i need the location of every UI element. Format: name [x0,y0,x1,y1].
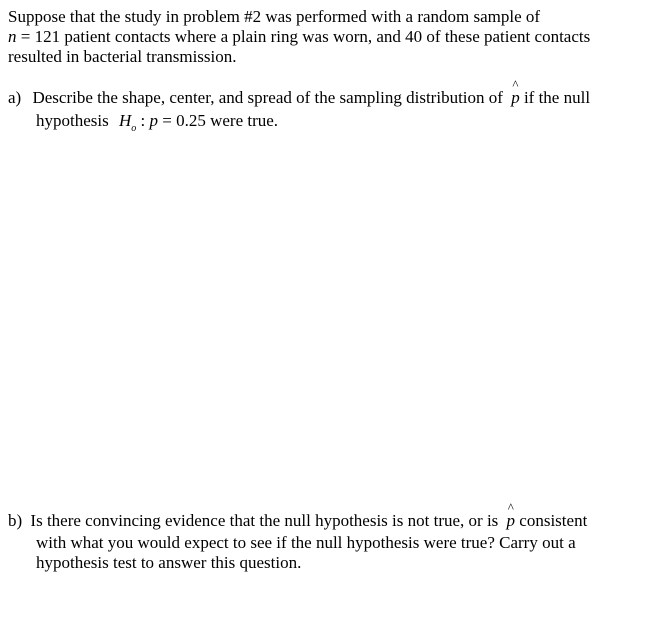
question-a-line-1 [8,77,591,108]
intro-line-1-text: Suppose that the study in problem #2 was performed with a random sample of [8,7,541,26]
question-a-marker: a) [8,88,22,107]
question-a-line-2-end: were true. [205,111,279,130]
intro-line-1 [8,7,540,27]
question-b-line-1-text: Is there convincing evidence that the null hypothesis is not true, or is [30,511,499,530]
p-hat-variable-b: p [506,511,516,530]
intro-line-3 [8,47,237,67]
intro-line-2 [8,27,590,47]
intro-line-2-text: patient contacts where a plain ring was worn, and 40 of these patient contacts [60,27,591,46]
hypothesis-colon: : [136,111,150,130]
question-a-line-1-text: Describe the shape, center, and spread of the sampling distribution of [32,88,503,107]
question-a-line-1-end: if the null [519,88,591,107]
hat-accent-icon: ^ [512,77,519,92]
null-value: = 0.25 [158,111,206,130]
question-b-line-2-text: with what you would expect to see if the null hypothesis were true? Carry out a [36,533,576,552]
p-hat-variable: p [511,88,520,107]
question-a-line-2 [36,111,278,134]
question-b-line-3 [36,553,301,573]
p-hat-symbol [511,77,520,108]
question-b-line-1-end: consistent [515,511,588,530]
null-hypothesis-subscript: o [131,123,137,134]
question-b-line-3-text: hypothesis test to answer this question. [36,553,302,572]
question-a-line-2-text: hypothesis [36,111,109,130]
question-b-line-2 [36,533,576,553]
null-hypothesis-symbol: H [118,111,132,130]
question-b-line-1 [8,500,588,531]
hat-accent-icon: ^ [507,500,514,515]
proportion-variable: p [149,111,158,130]
intro-line-3-text: resulted in bacterial transmission. [8,47,237,66]
sample-size-value: = 121 [16,27,61,46]
p-hat-symbol-b [506,500,516,531]
sample-size-variable: n [8,27,17,46]
question-b-marker: b) [8,511,23,530]
